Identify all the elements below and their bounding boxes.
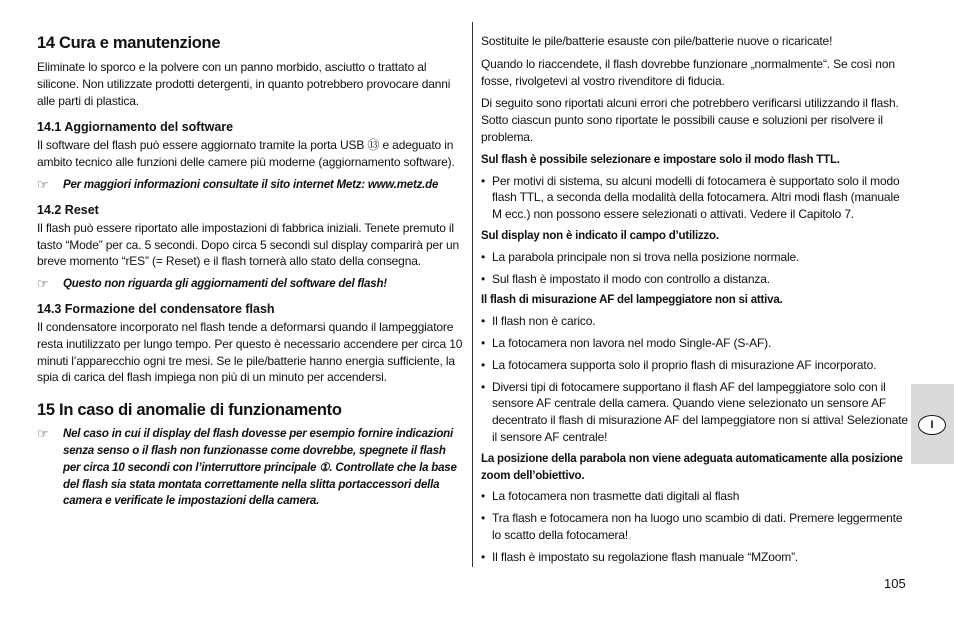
note-14-1-text: Per maggiori informazioni consultate il sito internet Metz: www.metz.de	[63, 178, 439, 191]
bullet-icon: •	[481, 314, 486, 329]
language-tab	[911, 384, 954, 464]
note-14-2	[37, 276, 463, 293]
bullet-icon: •	[481, 549, 486, 564]
list-item: • La fotocamera non trasmette dati digitali al flash	[481, 489, 740, 504]
list-item: • La fotocamera non lavora nel modo Single-AF (S-AF).	[481, 335, 772, 350]
pointing-hand-icon: ☞	[37, 426, 49, 442]
section-14-3-title: 14.3 Formazione del condensatore flash	[37, 301, 275, 316]
section-14-2-title: 14.2 Reset	[37, 202, 99, 217]
section-14-title: 14 Cura e manutenzione	[37, 34, 221, 52]
paragraph-intro-errors: Di seguito sono riportati alcuni errori che potrebbero verificarsi utilizzando il flash. Sotto ciascun punto sono riportate le possibili cause e soluzioni per risolvere il problema.	[481, 96, 899, 144]
section-14-2-text: Il flash può essere riportato alle impostazioni di fabbrica iniziali. Tenete premuto il tasto “Mode” per ca. 5 secondi. Dopo circa 5 secondi sul display comparirà per un breve momento “rES” (= Reset) e il flash tornerà allo stato della consegna.	[37, 220, 460, 269]
bullet-icon: •	[481, 173, 486, 188]
section-14-1-text: Il software del flash può essere aggiornato tramite la porta USB ⑬ e adeguato in ambito tecnico alle funzioni delle camere più moderne (aggiornamento software).	[37, 138, 455, 170]
section-14-text: Eliminate lo sporco e la polvere con un panno morbido, asciutto o trattato al silicone. Non utilizzate prodotti detergenti, in quanto potrebbero provocare danni alle parti di plastica.	[37, 60, 451, 108]
list-item: • La parabola principale non si trova nella posizione normale.	[481, 249, 800, 264]
page-number: 105	[884, 576, 906, 591]
list-item: • La fotocamera supporta solo il proprio flash di misurazione AF incorporato.	[481, 357, 877, 372]
list-item: • Per motivi di sistema, su alcuni modelli di fotocamera è supportato solo il modo flash TTL, a seconda della modalità della fotocamera. Altri modi flash (manuale M ecc.) non possono essere selezionati o attivati. Vedere il Capitolo 7.	[481, 173, 900, 222]
column-divider	[472, 22, 473, 567]
section-15-title: 15 In caso di anomalie di funzionamento	[37, 401, 342, 420]
list-item: • Sul flash è impostato il modo con controllo a distanza.	[481, 271, 770, 286]
problem-heading-range: Sul display non è indicato il campo d’utilizzo.	[481, 229, 719, 242]
note-14-2-text: Questo non riguarda gli aggiornamenti del software del flash!	[63, 278, 387, 291]
bullet-icon: •	[481, 271, 486, 286]
paragraph-replace-batteries: Sostituite le pile/batterie esauste con pile/batterie nuove o ricaricate!	[481, 34, 833, 48]
paragraph-restart: Quando lo riaccendete, il flash dovrebbe funzionare „normalmente“. Se così non fosse, rivolgetevi al vostro rivenditore di fiducia.	[481, 56, 895, 88]
problem-heading-af: Il flash di misurazione AF del lampeggiatore non si attiva.	[481, 294, 783, 307]
problem-heading-zoom: La posizione della parabola non viene adeguata automaticamente alla posizione zoom dell’obiettivo.	[481, 452, 903, 482]
bullet-icon: •	[481, 249, 486, 264]
bullet-icon: •	[481, 357, 486, 372]
bullet-icon: •	[481, 511, 486, 526]
left-column	[37, 33, 463, 518]
list-item: • Il flash è impostato su regolazione flash manuale “MZoom”.	[481, 549, 799, 564]
right-column	[481, 33, 909, 571]
note-14-1	[37, 177, 463, 194]
note-15	[37, 426, 463, 510]
list-item: • Diversi tipi di fotocamere supportano il flash AF del lampeggiatore solo con il sensore AF centrale della camera. Quando viene selezionato un sensore AF decentrato il flash di misurazione AF del lampeggiatore non si attiva! Selezionate il sensore AF centrale!	[481, 379, 908, 444]
bullet-icon: •	[481, 335, 486, 350]
list-item: • Tra flash e fotocamera non ha luogo uno scambio di dati. Premere leggermente lo scatto della fotocamera!	[481, 511, 903, 542]
section-14-1-title: 14.1 Aggiornamento del software	[37, 120, 234, 135]
note-15-text: Nel caso in cui il display del flash dovesse per esempio fornire indicazioni senza senso o il flash non funzionasse come dovrebbe, spegnete il flash per circa 10 secondi con l’interruttore principale ①. Controllate che la base del flash sia stata montata correttamente nella slitta portaccessori della camera e verificate le impostazioni della camera.	[63, 428, 457, 508]
pointing-hand-icon: ☞	[37, 276, 49, 292]
problem-heading-ttl: Sul flash è possibile selezionare e impostare solo il modo flash TTL.	[481, 153, 840, 166]
list-item: • Il flash non è carico.	[481, 314, 596, 329]
section-14-3-text: Il condensatore incorporato nel flash tende a deformarsi quando il lampeggiatore resta inutilizzato per lungo tempo. Per questo è necessario accendere per circa 10 minuti l’apparecchio ogni tre mesi. Se le pile/batterie hanno energia sufficiente, la spia di carica del flash impiega non più di un minuto per accendersi.	[37, 319, 463, 385]
language-tab-label: I	[918, 415, 946, 435]
bullet-icon: •	[481, 379, 486, 394]
bullet-icon: •	[481, 489, 486, 504]
pointing-hand-icon: ☞	[37, 176, 49, 192]
